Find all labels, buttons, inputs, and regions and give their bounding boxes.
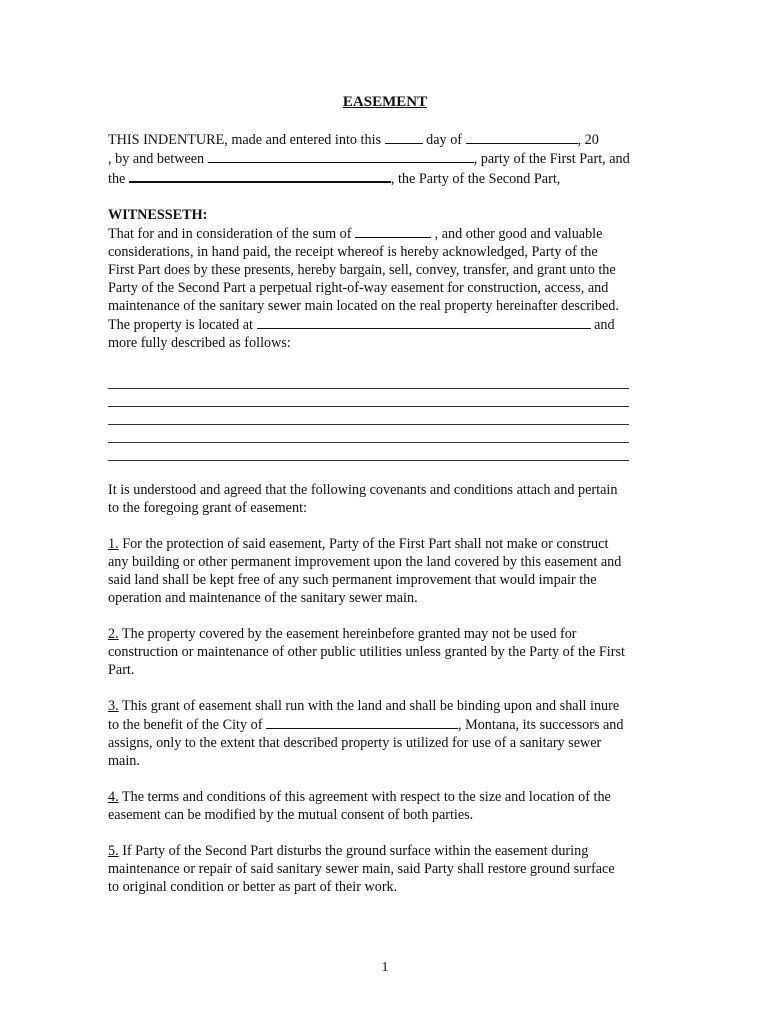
witnesseth-text: , and other good and valuable — [431, 226, 603, 242]
witnesseth-paragraph — [108, 206, 668, 352]
spacer — [108, 461, 668, 481]
item-1-line-4: operation and maintenance of the sanitary sewer main. — [108, 590, 418, 606]
first-party-blank[interactable] — [208, 149, 474, 163]
intro-paragraph — [108, 130, 668, 188]
item-number: 2. — [108, 626, 119, 642]
item-4-line-1 — [108, 788, 668, 806]
intro-text: THIS INDENTURE, made and entered into this — [108, 132, 385, 148]
item-3-line-2 — [108, 715, 668, 734]
witnesseth-line-7: more fully described as follows: — [108, 335, 291, 351]
witnesseth-line-1 — [108, 224, 668, 243]
item-5-line-3: to original condition or better as part of their work. — [108, 879, 398, 895]
item-4 — [108, 788, 668, 824]
item-1-line-1 — [108, 535, 668, 553]
item-number: 5. — [108, 843, 119, 859]
covenants-line-1: It is understood and agreed that the following covenants and conditions attach and pertain — [108, 482, 618, 498]
intro-text: the — [108, 171, 129, 187]
item-number: 1. — [108, 536, 119, 552]
item-5 — [108, 842, 668, 896]
spacer — [108, 517, 668, 535]
description-line[interactable] — [108, 443, 629, 461]
intro-text: , by and between — [108, 151, 208, 167]
city-blank[interactable] — [266, 715, 458, 729]
item-2 — [108, 625, 668, 679]
intro-text: , 20 — [577, 132, 599, 148]
witnesseth-heading: WITNESSETH: — [108, 207, 208, 223]
item-2-line-1 — [108, 625, 668, 643]
item-5-line-1 — [108, 842, 668, 860]
witnesseth-line-2: considerations, in hand paid, the receipt whereof is hereby acknowledged, Party of the — [108, 244, 598, 260]
witnesseth-text: and — [590, 317, 615, 333]
day-blank[interactable] — [385, 130, 423, 144]
item-text: to the benefit of the City of — [108, 717, 266, 733]
property-location-blank[interactable] — [257, 315, 591, 329]
item-text: This grant of easement shall run with the land and shall be binding upon and shall inure — [118, 698, 620, 714]
spacer — [108, 824, 668, 842]
covenants-paragraph — [108, 481, 668, 517]
intro-text: , the Party of the Second Part, — [390, 171, 561, 187]
item-text: If Party of the Second Part disturbs the ground surface within the easement during — [118, 843, 589, 859]
property-description-lines — [108, 371, 668, 461]
item-2-line-2: construction or maintenance of other public utilities unless granted by the Party of the First — [108, 644, 625, 660]
description-line[interactable] — [108, 425, 629, 443]
item-5-line-2: maintenance or repair of said sanitary sewer main, said Party shall restore ground surface — [108, 861, 615, 877]
witnesseth-text: That for and in consideration of the sum of — [108, 226, 356, 242]
item-number: 3. — [108, 698, 119, 714]
sum-blank[interactable] — [355, 224, 431, 238]
item-text: The property covered by the easement hereinbefore granted may not be used for — [118, 626, 577, 642]
intro-text: , party of the First Part, and — [473, 151, 630, 167]
witnesseth-line-3: First Part does by these presents, hereby bargain, sell, convey, transfer, and grant unto the — [108, 262, 616, 278]
item-1 — [108, 535, 668, 607]
intro-line-1 — [108, 130, 668, 149]
item-number: 4. — [108, 789, 119, 805]
description-line[interactable] — [108, 389, 629, 407]
witnesseth-line-4: Party of the Second Part a perpetual right-of-way easement for construction, access, and — [108, 280, 609, 296]
witnesseth-line-5: maintenance of the sanitary sewer main located on the real property hereinafter described. — [108, 298, 619, 314]
description-line[interactable] — [108, 371, 629, 389]
spacer — [108, 770, 668, 788]
item-text: The terms and conditions of this agreement with respect to the size and location of the — [118, 789, 611, 805]
item-text: , Montana, its successors and — [458, 717, 624, 733]
item-3-line-1 — [108, 697, 668, 715]
document-title: EASEMENT — [342, 94, 428, 110]
document-body — [108, 130, 668, 896]
item-4-line-2: easement can be modified by the mutual consent of both parties. — [108, 807, 474, 823]
intro-line-3 — [108, 168, 668, 188]
covenants-line-2: to the foregoing grant of easement: — [108, 500, 307, 516]
witnesseth-line-6 — [108, 315, 668, 334]
month-blank[interactable] — [466, 130, 578, 144]
spacer — [108, 679, 668, 697]
item-3-line-4: main. — [108, 753, 140, 769]
page-number: 1 — [381, 960, 389, 975]
item-2-line-3: Part. — [108, 662, 135, 678]
item-1-line-2: any building or other permanent improvement upon the land covered by this easement and — [108, 554, 622, 570]
spacer — [108, 188, 668, 206]
item-text: For the protection of said easement, Party of the First Part shall not make or construct — [118, 536, 609, 552]
item-3 — [108, 697, 668, 770]
intro-line-2 — [108, 149, 668, 168]
witnesseth-text: The property is located at — [108, 317, 257, 333]
spacer — [108, 607, 668, 625]
item-1-line-3: said land shall be kept free of any such permanent improvement that would impair the — [108, 572, 597, 588]
description-line[interactable] — [108, 407, 629, 425]
item-3-line-3: assigns, only to the extent that described property is utilized for use of a sanitary sewer — [108, 735, 602, 751]
second-party-blank[interactable] — [129, 168, 391, 183]
intro-text: day of — [422, 132, 466, 148]
